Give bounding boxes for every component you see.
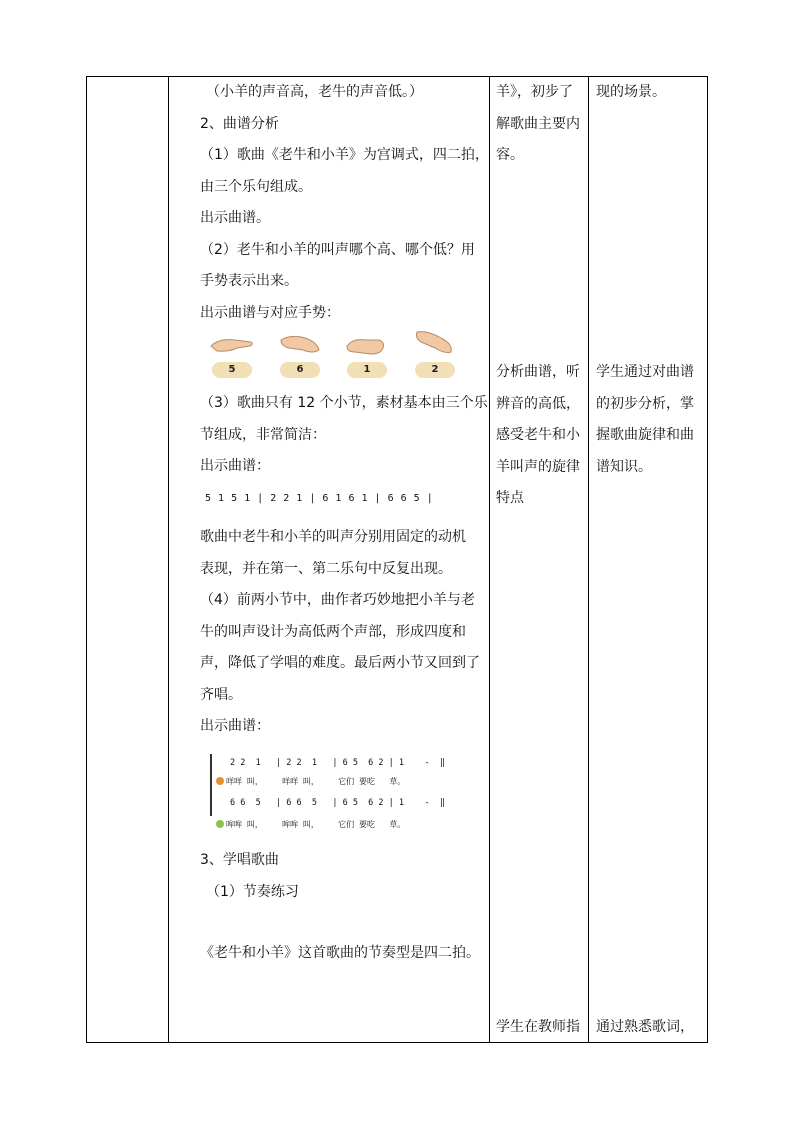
text-line: 特点 — [496, 490, 524, 506]
section-heading: 3、学唱歌曲 — [200, 852, 279, 868]
text-line: 辨音的高低， — [496, 395, 580, 412]
upper-part-lyrics: 咩咩 叫， 咩咩 叫， 它们 要吃 草。 — [226, 777, 406, 786]
text-line: 齐唱。 — [200, 686, 242, 703]
text-line: 学生通过对曲谱 — [596, 364, 694, 380]
text-line: 感受老牛和小 — [496, 427, 580, 443]
intent-column-bottom — [596, 1012, 706, 1044]
process-column-part1 — [200, 77, 488, 329]
text-line: 出示曲谱。 — [200, 210, 270, 226]
text-line: 羊叫声的旋律 — [496, 458, 580, 475]
table-border-left — [86, 76, 87, 1043]
text-line: 歌曲中老牛和小羊的叫声分别用固定的动机 — [200, 529, 466, 545]
table-divider-3 — [588, 76, 589, 1043]
upper-part-notes: 2 2 1 | 2 2 1 | 6 5 6 2 | 1 - ‖ — [230, 758, 445, 768]
text-line: 节组成，非常简洁： — [200, 426, 326, 443]
text-line: 解歌曲主要内 — [496, 115, 580, 132]
process-column-part3 — [200, 522, 488, 743]
text-line: 出示曲谱： — [200, 458, 270, 474]
text-line: 分析曲谱，听 — [496, 364, 580, 380]
text-line: 通过熟悉歌词， — [596, 1019, 694, 1035]
process-column-part2 — [200, 388, 488, 483]
text-line: （小羊的声音高，老牛的声音低。） — [206, 84, 423, 100]
note-pill-5: 5 — [212, 362, 252, 378]
text-line: 《老牛和小羊》这首歌曲的节奏型是四二拍。 — [200, 945, 480, 961]
lower-part-notes: 6 6 5 | 6 6 5 | 6 5 6 2 | 1 - ‖ — [230, 798, 445, 808]
text-line: （3）歌曲只有 12 个小节，素材基本由三个乐 — [200, 395, 488, 411]
note-pill-6: 6 — [280, 362, 320, 378]
lower-part-lyrics: 哞哞 叫， 哞哞 叫， 它们 要吃 草。 — [226, 820, 406, 829]
hand-flat-icon — [209, 330, 255, 358]
text-line: 出示曲谱： — [200, 718, 270, 734]
text-line: 羊》，初步了 — [496, 84, 573, 100]
hand-down-icon — [277, 330, 323, 358]
process-column-part4 — [200, 845, 488, 908]
text-line: 出示曲谱与对应手势： — [200, 304, 340, 321]
intent-column-top — [596, 77, 706, 109]
text-line: 学生在教师指 — [496, 1019, 580, 1035]
lamb-icon — [216, 777, 224, 785]
text-line: 的初步分析，掌 — [596, 395, 694, 412]
activity-column-mid — [496, 357, 586, 515]
table-divider-2 — [489, 76, 490, 1043]
text-line: 谱知识。 — [596, 458, 652, 475]
hand-up-icon — [411, 328, 457, 356]
text-line: 牛的叫声设计为高低两个声部，形成四度和 — [200, 623, 466, 640]
note-pill-2: 2 — [415, 362, 455, 378]
hand-sign-figure — [205, 330, 455, 380]
hand-fist-icon — [343, 332, 389, 360]
text-line: 表现，并在第一、第二乐句中反复出现。 — [200, 560, 452, 577]
two-part-score — [210, 752, 460, 832]
table-divider-1 — [168, 76, 169, 1043]
text-line: （1）节奏练习 — [206, 883, 299, 900]
intent-column-mid — [596, 357, 706, 483]
note-pill-1: 1 — [347, 362, 387, 378]
table-border-right — [707, 76, 708, 1043]
text-line: （2）老牛和小羊的叫声哪个高、哪个低？用 — [200, 241, 475, 258]
text-line: （1）歌曲《老牛和小羊》为宫调式，四二拍， — [200, 147, 489, 163]
text-line: 容。 — [496, 147, 524, 163]
melody-score-short: 5 1 5 1 | 2 2 1 | 6 1 6 1 | 6 6 5 | — [205, 493, 434, 504]
activity-column-bottom — [496, 1012, 586, 1044]
activity-column-top — [496, 77, 586, 172]
section-heading: 2、曲谱分析 — [200, 115, 279, 132]
text-line: 握歌曲旋律和曲 — [596, 427, 694, 443]
score-brace — [210, 754, 212, 816]
text-line: 现的场景。 — [596, 84, 666, 100]
cow-icon — [216, 820, 224, 828]
text-line: 手势表示出来。 — [200, 273, 298, 289]
text-line: 声，降低了学唱的难度。最后两小节又回到了 — [200, 655, 480, 671]
process-column-part5 — [200, 938, 488, 970]
text-line: 由三个乐句组成。 — [200, 178, 312, 195]
text-line: （4）前两小节中，曲作者巧妙地把小羊与老 — [200, 592, 475, 608]
